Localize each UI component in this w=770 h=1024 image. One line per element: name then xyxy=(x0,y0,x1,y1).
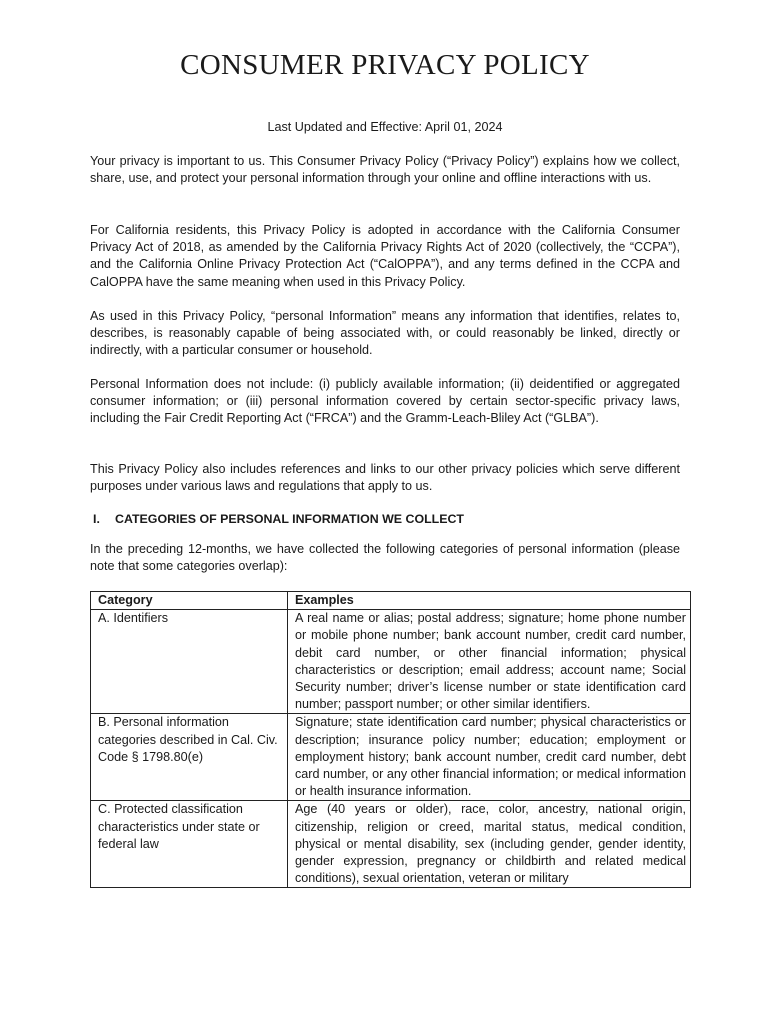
column-header-category: Category xyxy=(91,592,288,610)
categories-table xyxy=(90,591,691,888)
intro-paragraph: Your privacy is important to us. This Consumer Privacy Policy (“Privacy Policy”) explains how we collect, share, use, and protect your personal information through your online and offline interactions with us. xyxy=(90,154,680,186)
exclusions-paragraph: Personal Information does not include: (i) publicly available information; (ii) deidentified or aggregated consumer information; or (iii) personal information covered by certain sector-specific privacy laws, including the Fair Credit Reporting Act (“FRCA”) and the Gramm-Leach-Bliley Act (“GLBA”). xyxy=(90,377,680,426)
other-policies-paragraph: This Privacy Policy also includes references and links to our other privacy policies which serve different purposes under various laws and regulations that apply to us. xyxy=(90,462,680,494)
examples-cell: A real name or alias; postal address; signature; home phone number or mobile phone number; bank account number, credit card number, debit card number, or other financial information; physical characteristics or description; email address; account name; Social Security number; driver’s license number or state identification card number; passport number; or other similar identifiers. xyxy=(288,610,691,714)
category-cell: C. Protected classification characteristics under state or federal law xyxy=(91,801,288,888)
column-header-examples: Examples xyxy=(288,592,691,610)
examples-cell-text: Age (40 years or older), race, color, ancestry, national origin, citizenship, religion or creed, marital status, medical condition, physical or mental disability, sex (including gender, gender identity, gender expression, pregnancy or childbirth and related medical conditions), sexual orientation, veteran or military xyxy=(295,802,686,886)
examples-cell xyxy=(288,801,691,888)
california-paragraph: For California residents, this Privacy Policy is adopted in accordance with the California Consumer Privacy Act of 2018, as amended by the California Privacy Rights Act of 2020 (collectively, the “CCPA”), and the California Online Privacy Protection Act (“CalOPPA”), and any terms defined in the CCPA and CalOPPA have the same meaning when used in this Privacy Policy. xyxy=(90,223,680,289)
personal-information-definition-paragraph: As used in this Privacy Policy, “personal Information” means any information that identifies, relates to, describes, is reasonably capable of being associated with, or could reasonably be linked, directly or indirectly, with a particular consumer or household. xyxy=(90,309,680,358)
section-heading-text: CATEGORIES OF PERSONAL INFORMATION WE COLLECT xyxy=(115,512,464,526)
category-cell: B. Personal information categories described in Cal. Civ. Code § 1798.80(e) xyxy=(91,714,288,801)
table-row xyxy=(91,610,691,714)
last-updated: Last Updated and Effective: April 01, 2024 xyxy=(267,120,503,134)
document-title: CONSUMER PRIVACY POLICY xyxy=(180,49,590,81)
table-header-row xyxy=(91,592,691,610)
table-row xyxy=(91,801,691,888)
section-intro-paragraph: In the preceding 12-months, we have collected the following categories of personal information (please note that some categories overlap): xyxy=(90,542,680,574)
examples-cell: Signature; state identification card number; physical characteristics or description; insurance policy number; education; employment or employment history; bank account number, credit card number, debt card number, or any other financial information; or medical information or health insurance information. xyxy=(288,714,691,801)
section-heading xyxy=(93,511,464,528)
table-row xyxy=(91,714,691,801)
category-cell: A. Identifiers xyxy=(91,610,288,714)
section-number: I. xyxy=(93,512,100,526)
